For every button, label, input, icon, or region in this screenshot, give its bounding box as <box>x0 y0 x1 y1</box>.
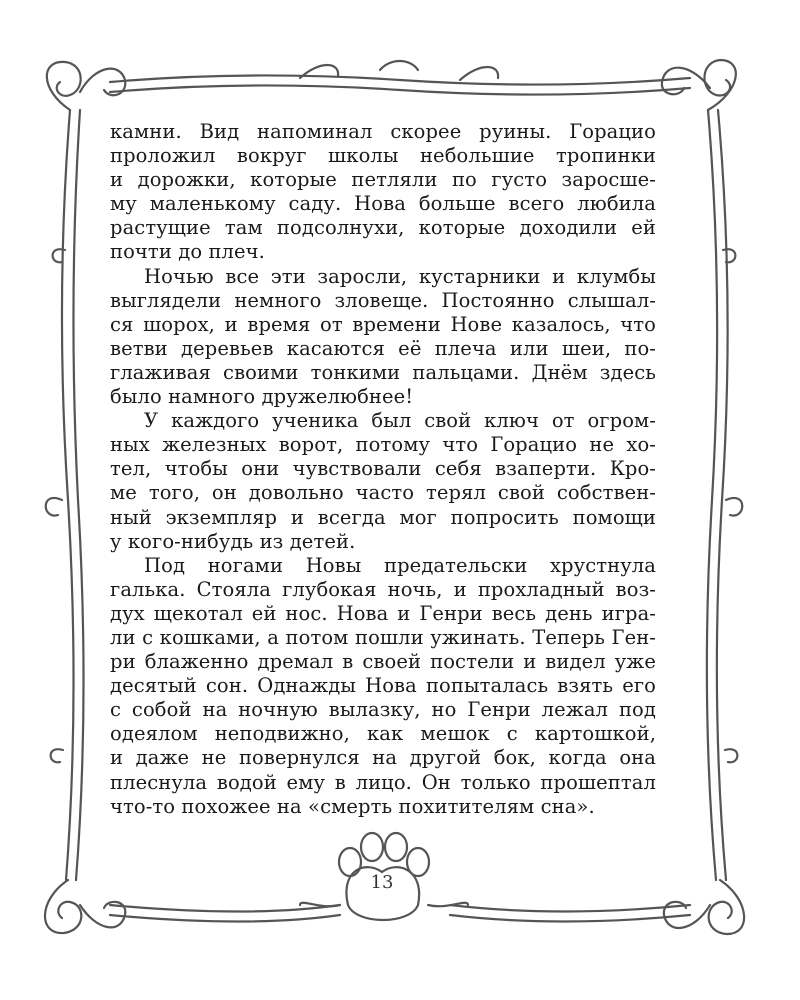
text-line: ме того, он довольно часто терял свой собствен- <box>110 481 656 505</box>
text-line: и даже не повернулся на другой бок, когда она <box>110 746 656 770</box>
text-line: почти до плеч. <box>110 240 265 264</box>
text-line: тел, чтобы они чувствовали себя взаперти. Кро- <box>110 457 656 481</box>
text-line: Под ногами Новы предательски хрустнула <box>144 553 656 577</box>
text-line: растущие там подсолнухи, которые доходили ей <box>110 216 656 240</box>
text-line: проложил вокруг школы небольшие тропинки <box>110 144 656 168</box>
text-line: ветви деревьев касаются её плеча или шеи, по- <box>110 336 656 360</box>
text-line: десятый сон. Однажды Нова попыталась взять его <box>110 674 656 698</box>
text-line: дух щекотал ей нос. Нова и Генри весь день игра- <box>110 601 656 625</box>
text-line: Ночью все эти заросли, кустарники и клумбы <box>144 264 656 288</box>
text-line: что-то похожее на «смерть похитителям сна». <box>110 794 595 818</box>
text-line: плеснула водой ему в лицо. Он только прошептал <box>110 770 656 794</box>
text-line: У каждого ученика был свой ключ от огром- <box>144 409 656 433</box>
body-text <box>110 120 656 819</box>
text-line: камни. Вид напоминал скорее руины. Горацио <box>110 120 656 143</box>
text-line: ный экземпляр и всегда мог попросить помощи <box>110 505 656 529</box>
text-line: ных железных ворот, потому что Горацио не хо- <box>110 433 656 457</box>
text-line: ри блаженно дремал в своей постели и видел уже <box>110 650 656 674</box>
text-line: му маленькому саду. Нова больше всего любила <box>110 192 656 216</box>
text-line: и дорожки, которые петляли по густо заросше- <box>110 168 656 192</box>
text-line: у кого-нибудь из детей. <box>110 529 356 553</box>
text-line: одеялом неподвижно, как мешок с картошкой, <box>110 722 656 746</box>
page-number: 13 <box>370 872 394 893</box>
text-line: выглядели немного зловеще. Постоянно слышал- <box>110 288 656 312</box>
text-line: с собой на ночную вылазку, но Генри лежал под <box>110 698 656 722</box>
text-line: ли с кошками, а потом пошли ужинать. Теперь Ген- <box>110 625 656 649</box>
text-line: было намного дружелюбнее! <box>110 385 414 409</box>
text-line: ся шорох, и время от времени Нове казалось, что <box>110 312 656 336</box>
text-line: глаживая своими тонкими пальцами. Днём здесь <box>110 360 656 384</box>
text-line: галька. Стояла глубокая ночь, и прохладный воз- <box>110 577 656 601</box>
